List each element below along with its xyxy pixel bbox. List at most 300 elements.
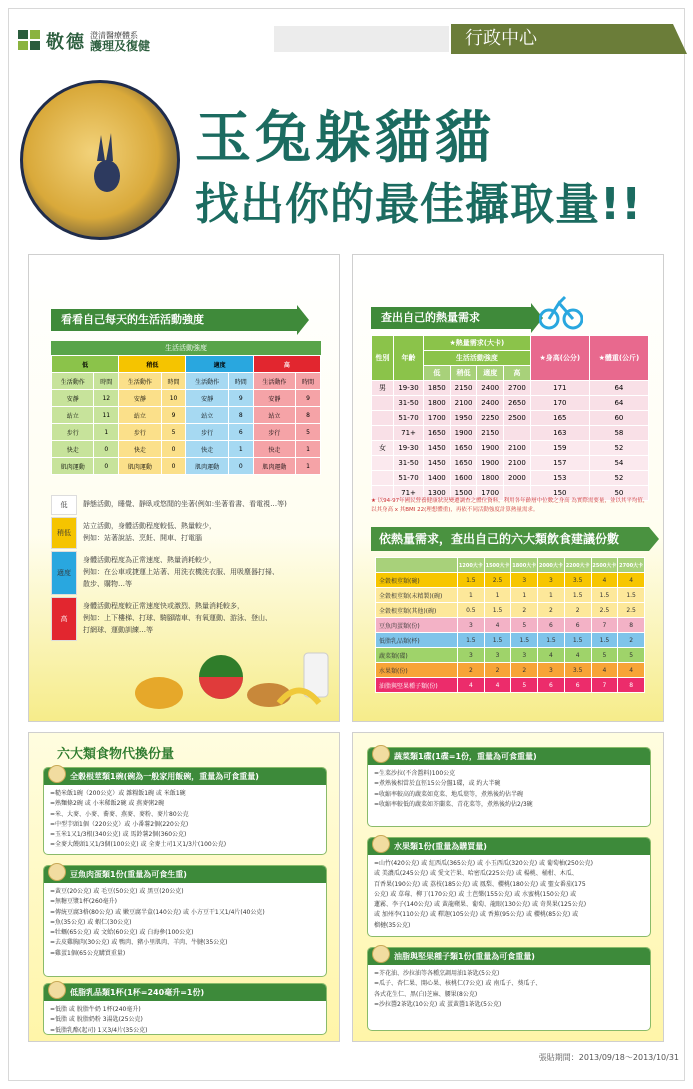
serving-value-cell: 3.5	[564, 663, 591, 678]
kcal-col-head: 1500大卡	[484, 558, 511, 573]
weight-cell: 54	[589, 456, 648, 471]
col-action-head: 生活動作	[119, 373, 161, 390]
activity-cell: 站立	[186, 407, 228, 424]
exchange-item: =煮熟後相當於直徑15公分盤1碟，或 約大半碗	[374, 780, 501, 788]
kcal-cell: 1650	[424, 426, 451, 441]
exchange-list	[368, 965, 650, 1014]
activity-row	[52, 390, 321, 407]
activity-table-head: 生活活動強度	[51, 341, 321, 355]
servings-arrow-heading: 依熱量需求，查出自己的六大類飲食建議份數	[371, 527, 649, 551]
food-icon	[372, 745, 390, 763]
activity-cell: 安靜	[186, 390, 228, 407]
food-icon	[48, 981, 66, 999]
exchange-section-title: 低脂乳品類1杯(1杯=240毫升=1份)	[70, 988, 205, 997]
serving-value-cell: 6	[538, 618, 565, 633]
sex-cell: 女	[372, 441, 394, 456]
cal-level-head: 稍低	[450, 366, 477, 381]
hours-cell: 6	[228, 424, 253, 441]
exchange-list	[44, 883, 326, 963]
logo	[18, 28, 150, 54]
serving-value-cell: 2.5	[591, 603, 618, 618]
calorie-table	[371, 335, 649, 501]
exchange-list	[368, 765, 650, 814]
kcal-cell: 1700	[424, 411, 451, 426]
kcal-cell: 2700	[504, 381, 531, 396]
hours-cell: 11	[94, 407, 119, 424]
kcal-cell: 2400	[477, 381, 504, 396]
serving-value-cell: 1	[458, 588, 485, 603]
level-mild: 稍低	[119, 356, 186, 373]
hours-cell: 0	[161, 441, 186, 458]
serving-value-cell: 2	[538, 603, 565, 618]
exchange-section-title: 蔬菜類1碟(1碟=1份，重量為可食重量)	[394, 752, 537, 761]
col-time-head: 時間	[228, 373, 253, 390]
kcal-col-head: 2000大卡	[538, 558, 565, 573]
activity-cell: 肌肉運動	[186, 458, 228, 475]
activity-cell: 站立	[119, 407, 161, 424]
kcal-cell: 2500	[504, 411, 531, 426]
legend-line: 靜態活動，睡覺、靜臥或悠閒的坐著(例如:坐著看書、看電視…等)	[83, 500, 287, 508]
kcal-col-head: 1800大卡	[511, 558, 538, 573]
serving-value-cell: 1.5	[484, 633, 511, 648]
kcal-cell: 1800	[477, 471, 504, 486]
exchange-section-title: 豆魚肉蛋類1份(重量為可食生重)	[70, 870, 187, 879]
food-group-cell: 全穀根莖類(其他)(碗)	[376, 603, 458, 618]
servings-row	[376, 678, 645, 693]
weight-cell: 52	[589, 471, 648, 486]
exchange-item: =黃豆(20公克) 或 毛豆(50公克) 或 黑豆(20公克)	[50, 888, 184, 895]
food-group-cell: 油脂與堅果種子類(份)	[376, 678, 458, 693]
serving-value-cell: 3.5	[564, 573, 591, 588]
age-cell: 51-70	[394, 471, 424, 486]
level-low: 低	[52, 356, 119, 373]
serving-value-cell: 4	[538, 648, 565, 663]
kcal-cell: 1800	[424, 396, 451, 411]
serving-value-cell: 1	[538, 588, 565, 603]
serving-value-cell: 6	[564, 618, 591, 633]
calorie-panel	[352, 254, 664, 722]
hours-cell: 5	[296, 424, 321, 441]
exchange-section	[43, 865, 327, 977]
serving-value-cell: 2.5	[618, 603, 645, 618]
serving-value-cell: 2	[511, 603, 538, 618]
serving-value-cell: 3	[538, 573, 565, 588]
col-height: ★身高(公分)	[530, 336, 589, 381]
hours-cell: 0	[161, 458, 186, 475]
logo-sub-bottom: 護理及復健	[90, 39, 151, 53]
age-cell: 51-70	[394, 411, 424, 426]
exchange-item: =無糖豆漿1杯(260毫升)	[50, 898, 117, 906]
height-cell: 150	[530, 486, 589, 501]
exchange-item: 榴槤(35公克)	[374, 921, 411, 929]
hours-cell: 0	[94, 458, 119, 475]
activity-table	[51, 355, 321, 475]
exchange-section-head	[44, 768, 326, 785]
servings-row	[376, 633, 645, 648]
legend-swatch: 適度	[51, 551, 77, 595]
kcal-col-head: 2200大卡	[564, 558, 591, 573]
kcal-cell: 1650	[450, 441, 477, 456]
serving-value-cell: 2.5	[484, 573, 511, 588]
food-illustration	[129, 645, 339, 715]
food-group-cell: 全穀根莖類(未精製)(碗)	[376, 588, 458, 603]
serving-value-cell: 6	[564, 678, 591, 693]
serving-value-cell: 3	[538, 663, 565, 678]
serving-value-cell: 4	[618, 573, 645, 588]
hours-cell: 8	[228, 407, 253, 424]
calorie-row	[372, 411, 649, 426]
activity-cell: 站立	[253, 407, 295, 424]
exchange-item: =瓜子、杏仁果、開心果、核桃仁(7公克) 或 南瓜子、葵瓜子、	[374, 980, 542, 988]
exchange-item: 公克) 或 草莓、柳丁(170公克) 或 土芭樂(155公克) 或 水蜜桃(150公克) 或	[374, 890, 577, 898]
exchange-section	[43, 767, 327, 855]
serving-value-cell: 4	[591, 573, 618, 588]
kcal-cell: 2000	[504, 471, 531, 486]
exchange-item: =收縮率較低的蔬菜如芥蘭菜、青花菜等，煮熟後約佔2/3碗	[374, 800, 533, 808]
serving-value-cell: 8	[618, 678, 645, 693]
hours-cell: 9	[161, 407, 186, 424]
kcal-cell: 2100	[504, 441, 531, 456]
exchange-item: =芥花油、沙拉油等各種烹調用油1茶匙(5公克)	[374, 970, 500, 977]
height-cell: 171	[530, 381, 589, 396]
kcal-cell: 1950	[450, 411, 477, 426]
age-cell: 71+	[394, 426, 424, 441]
age-cell: 71+	[394, 486, 424, 501]
col-action-head: 生活動作	[52, 373, 94, 390]
kcal-cell: 1650	[450, 456, 477, 471]
legend-text	[77, 597, 321, 641]
poster-subtitle: 找出你的最佳攝取量!!	[195, 179, 643, 230]
sex-cell	[372, 426, 394, 441]
activity-cell: 站立	[52, 407, 94, 424]
hours-cell: 9	[296, 390, 321, 407]
height-cell: 153	[530, 471, 589, 486]
serving-value-cell: 4	[484, 678, 511, 693]
weight-cell: 52	[589, 441, 648, 456]
exchange-section-head	[368, 948, 650, 965]
kcal-cell: 2400	[477, 396, 504, 411]
exchange-item: =低脂 或 脫脂牛奶 1杯(240毫升)	[50, 1006, 141, 1013]
kcal-cell: 2100	[504, 456, 531, 471]
legend-swatch: 高	[51, 597, 77, 641]
exchange-section	[367, 837, 651, 937]
activity-cell: 步行	[119, 424, 161, 441]
bicycle-icon	[539, 289, 583, 331]
logo-sub-top: 澄清醫療體系	[90, 31, 138, 40]
kcal-cell: 1700	[477, 486, 504, 501]
col-kcal: ★熱量需求(大卡)	[424, 336, 531, 351]
activity-panel	[28, 254, 340, 722]
serving-value-cell: 5	[511, 618, 538, 633]
serving-value-cell: 1.5	[591, 588, 618, 603]
col-action-head: 生活動作	[186, 373, 228, 390]
serving-value-cell: 3	[484, 648, 511, 663]
activity-cell: 肌肉運動	[253, 458, 295, 475]
exchange-item: 百香果(190公克) 或 荔枝(185公克) 或 鳳梨、櫻桃(180公克) 或 聖女番茄(175	[374, 880, 586, 888]
kcal-col-head: 1200大卡	[458, 558, 485, 573]
exchange-item: =全麥大饅頭1又1/3個(100公克) 或 全麥土司1又1/3片(100公克)	[50, 841, 227, 849]
food-group-cell: 豆魚肉蛋類(份)	[376, 618, 458, 633]
exchange-item: =去皮雞胸肉(30公克) 或 鴨肉、豬小里肌肉、羊肉、牛腱(35公克)	[50, 939, 228, 947]
calorie-row	[372, 441, 649, 456]
sex-cell	[372, 411, 394, 426]
serving-value-cell: 1	[511, 588, 538, 603]
cal-level-head: 適度	[477, 366, 504, 381]
exchange-title: 六大類食物代換份量	[57, 747, 175, 762]
serving-value-cell: 1.5	[538, 633, 565, 648]
exchange-item: =玉米1又1/3根(340公克) 或 馬鈴薯2個(360公克)	[50, 831, 187, 839]
exchange-section-head	[368, 838, 650, 855]
kcal-col-head: 2700大卡	[618, 558, 645, 573]
kcal-cell: 1300	[424, 486, 451, 501]
legend-swatch: 低	[51, 495, 77, 515]
exchange-section-head	[368, 748, 650, 765]
activity-cell: 步行	[253, 424, 295, 441]
height-cell: 163	[530, 426, 589, 441]
exchange-list	[44, 1001, 326, 1040]
servings-row	[376, 618, 645, 633]
logo-name: 敬德	[46, 32, 86, 53]
exchange-item: =低脂 或 脫脂奶粉 3湯匙(25公克)	[50, 1016, 143, 1024]
serving-value-cell: 8	[618, 618, 645, 633]
col-activity: 生活活動強度	[424, 351, 531, 366]
serving-value-cell: 6	[538, 678, 565, 693]
col-time-head: 時間	[161, 373, 186, 390]
exchange-item: =牡蠣(65公克) 或 文蛤(60公克) 或 白海參(100公克)	[50, 929, 194, 937]
exchange-item: =山竹(420公克) 或 紅西瓜(365公克) 或 小玉西瓜(320公克) 或 葡萄柚(250公克)	[374, 860, 594, 867]
exchange-section-title: 油脂與堅果種子類1份(重量為可食重量)	[394, 952, 535, 961]
activity-legend-row	[51, 495, 321, 515]
kcal-cell: 2150	[477, 426, 504, 441]
serving-value-cell: 3	[458, 618, 485, 633]
legend-line: 散步、購物…等	[83, 580, 132, 588]
exchange-section	[367, 947, 651, 1031]
activity-row	[52, 458, 321, 475]
activity-legend-row	[51, 517, 321, 549]
serving-value-cell: 4	[458, 678, 485, 693]
hours-cell: 0	[94, 441, 119, 458]
exchange-list	[368, 855, 650, 935]
serving-value-cell: 1.5	[511, 633, 538, 648]
serving-value-cell: 5	[591, 648, 618, 663]
serving-value-cell: 1.5	[618, 588, 645, 603]
servings-row	[376, 663, 645, 678]
kcal-cell: 1900	[477, 456, 504, 471]
cal-level-head: 低	[424, 366, 451, 381]
calorie-row	[372, 471, 649, 486]
serving-value-cell: 3	[511, 573, 538, 588]
food-group-cell: 全穀根莖類(碗)	[376, 573, 458, 588]
servings-table	[375, 557, 645, 693]
poster-title: 玉兔躲貓貓	[195, 106, 495, 171]
exchange-section	[367, 747, 651, 827]
exchange-section-title: 全穀根莖類1碗(碗為一般家用飯碗，重量為可食重量)	[70, 772, 259, 781]
height-cell: 170	[530, 396, 589, 411]
exchange-section-head	[44, 984, 326, 1001]
exchange-item: =米、大麥、小麥、蕎麥、燕麥、麥粉、麥片80公克	[50, 810, 189, 818]
activity-cell: 肌肉運動	[52, 458, 94, 475]
hours-cell: 10	[161, 390, 186, 407]
age-cell: 31-50	[394, 456, 424, 471]
legend-line: 例如：上下樓梯、打球、騎腳踏車、有氧運動、游泳、登山、	[83, 614, 272, 622]
calorie-row	[372, 396, 649, 411]
hours-cell: 5	[161, 424, 186, 441]
col-age: 年齡	[394, 336, 424, 381]
age-cell: 19-30	[394, 441, 424, 456]
sex-cell: 男	[372, 381, 394, 396]
exchange-item: =糙米飯1碗（200公克）或 雜糧飯1碗 或 米飯1碗	[50, 790, 186, 797]
legend-line: 例如：在公車或捷運上站著、用洗衣機洗衣服、用吸塵器打掃、	[83, 568, 279, 576]
level-high: 高	[253, 356, 320, 373]
hours-cell: 1	[228, 441, 253, 458]
activity-cell: 快走	[119, 441, 161, 458]
serving-value-cell: 2	[484, 663, 511, 678]
calorie-row	[372, 456, 649, 471]
legend-line: 打網球、運動訓練…等	[83, 626, 153, 634]
exchange-item: =熟麵條2碗 或 小米稀飯2碗 或 燕麥粥2碗	[50, 800, 165, 808]
legend-line: 例如：站著說話、烹飪、開車、打電腦	[83, 534, 202, 542]
header	[14, 24, 679, 56]
col-weight: ★體重(公斤)	[589, 336, 648, 381]
exchange-item: =中型芋頭1個（220公克）或 小番薯2個(220公克)	[50, 820, 189, 828]
exchange-item: =沙拉醬2茶匙(10公克) 或 蛋黃醬1茶匙(5公克)	[374, 1000, 502, 1008]
serving-value-cell: 7	[591, 678, 618, 693]
hours-cell: 0	[228, 458, 253, 475]
serving-value-cell: 4	[484, 618, 511, 633]
calorie-row	[372, 381, 649, 396]
kcal-col-head: 2500大卡	[591, 558, 618, 573]
exchange-list	[44, 785, 326, 855]
activity-row	[52, 407, 321, 424]
activity-arrow-heading: 看看自己每天的生活活動強度	[51, 309, 297, 331]
hours-cell: 1	[94, 424, 119, 441]
legend-line: 站立活動，身體活動程度較低、熱量較少，	[83, 522, 216, 530]
logo-mark-icon	[18, 30, 42, 52]
exchange-item: 或 加州李(110公克) 或 釋迦(105公克) 或 香蕉(95公克) 或 櫻桃(85公克) 或	[374, 911, 579, 919]
serving-value-cell: 3	[511, 648, 538, 663]
legend-text	[77, 517, 321, 549]
activity-cell: 快走	[52, 441, 94, 458]
hours-cell: 9	[228, 390, 253, 407]
exchange-item: =收縮率較高的蔬菜如莧菜、地瓜葉等，煮熟後約佔半碗	[374, 790, 524, 798]
activity-cell: 步行	[52, 424, 94, 441]
sex-cell	[372, 456, 394, 471]
servings-corner	[376, 558, 458, 573]
kcal-cell: 1400	[424, 471, 451, 486]
serving-value-cell: 2	[511, 663, 538, 678]
header-divider-bar	[274, 26, 449, 52]
legend-text	[77, 495, 321, 515]
exchange-section-title: 水果類1份(重量為購買量)	[394, 842, 487, 851]
serving-value-cell: 1.5	[591, 633, 618, 648]
kcal-cell: 2100	[450, 396, 477, 411]
kcal-cell: 1500	[450, 486, 477, 501]
legend-text	[77, 551, 321, 595]
servings-row	[376, 648, 645, 663]
serving-value-cell: 1.5	[564, 588, 591, 603]
activity-cell: 快走	[186, 441, 228, 458]
activity-cell: 安靜	[52, 390, 94, 407]
exchange-section-head	[44, 866, 326, 883]
serving-value-cell: 2	[564, 603, 591, 618]
hours-cell: 12	[94, 390, 119, 407]
kcal-cell: 2650	[504, 396, 531, 411]
exchange-section	[43, 983, 327, 1035]
kcal-cell: 2150	[450, 381, 477, 396]
serving-value-cell: 5	[511, 678, 538, 693]
legend-line: 身體活動程度較正常速度快或激烈、熱量消耗較多，	[83, 602, 244, 610]
sex-cell	[372, 396, 394, 411]
serving-value-cell: 5	[618, 648, 645, 663]
exchange-item: =生菜沙拉(不含醬料)100公克	[374, 770, 456, 777]
exchange-panel-left	[28, 732, 340, 1042]
activity-row	[52, 424, 321, 441]
exchange-item: =魚(35公克) 或 蝦仁(30公克)	[50, 918, 132, 926]
weight-cell: 64	[589, 381, 648, 396]
cal-level-head: 高	[504, 366, 531, 381]
kcal-cell: 1600	[450, 471, 477, 486]
weight-cell: 50	[589, 486, 648, 501]
kcal-cell: 1900	[477, 441, 504, 456]
serving-value-cell: 3	[458, 648, 485, 663]
legend-swatch: 稍低	[51, 517, 77, 549]
calorie-note: ★ 以94-97年國民營養健康狀況變遷調查之體位資料，利用各年齡層中位數之身高 為實際需要量，並以其平均值，以其身高 x 其BMI 22(理想體重)，再依不同活動強度計算熱量需求。	[371, 498, 649, 513]
serving-value-cell: 4	[564, 648, 591, 663]
exchange-item: 蓮霧、李子(140公克) 或 黃龍蘋果、葡萄、龍眼(130公克) 或 奇異果(125公克)	[374, 901, 587, 909]
serving-value-cell: 1.5	[458, 633, 485, 648]
activity-cell: 肌肉運動	[119, 458, 161, 475]
serving-value-cell: 1.5	[564, 633, 591, 648]
serving-value-cell: 7	[591, 618, 618, 633]
servings-row	[376, 588, 645, 603]
height-cell: 159	[530, 441, 589, 456]
age-cell: 19-30	[394, 381, 424, 396]
serving-value-cell: 2	[618, 633, 645, 648]
food-icon	[372, 835, 390, 853]
serving-value-cell: 1.5	[458, 573, 485, 588]
food-icon	[48, 863, 66, 881]
kcal-cell: 2250	[477, 411, 504, 426]
serving-value-cell: 4	[618, 663, 645, 678]
col-action-head: 生活動作	[253, 373, 295, 390]
exchange-item: =傳統豆腐3格(80公克) 或 嫩豆腐半盒(140公克) 或 小方豆干1又1/4片(40公克)	[50, 908, 265, 916]
serving-value-cell: 1	[484, 588, 511, 603]
weight-cell: 58	[589, 426, 648, 441]
serving-value-cell: 4	[591, 663, 618, 678]
exchange-item: 或 美濃瓜(245公克) 或 愛文芒果、哈密瓜(225公克) 或 楊桃、桶柑、木瓜、	[374, 870, 578, 878]
hours-cell: 1	[296, 441, 321, 458]
food-group-cell: 水果類(份)	[376, 663, 458, 678]
weight-cell: 60	[589, 411, 648, 426]
activity-cell: 步行	[186, 424, 228, 441]
col-sex: 性別	[372, 336, 394, 381]
col-time-head: 時間	[296, 373, 321, 390]
hours-cell: 8	[296, 407, 321, 424]
exchange-item: =低脂乳酪(起司) 1又3/4片(35公克)	[50, 1026, 148, 1034]
activity-row	[52, 441, 321, 458]
activity-cell: 安靜	[253, 390, 295, 407]
section-label: 行政中心	[451, 24, 673, 54]
food-icon	[48, 765, 66, 783]
kcal-cell: 1450	[424, 441, 451, 456]
serving-value-cell: 2	[458, 663, 485, 678]
calorie-arrow-heading: 查出自己的熱量需求	[371, 307, 531, 329]
food-group-cell: 蔬菜類(碟)	[376, 648, 458, 663]
kcal-cell: 1450	[424, 456, 451, 471]
activity-cell: 快走	[253, 441, 295, 458]
posting-dates: 張貼期間：2013/09/18～2013/10/31	[538, 1053, 679, 1062]
col-time-head: 時間	[94, 373, 119, 390]
